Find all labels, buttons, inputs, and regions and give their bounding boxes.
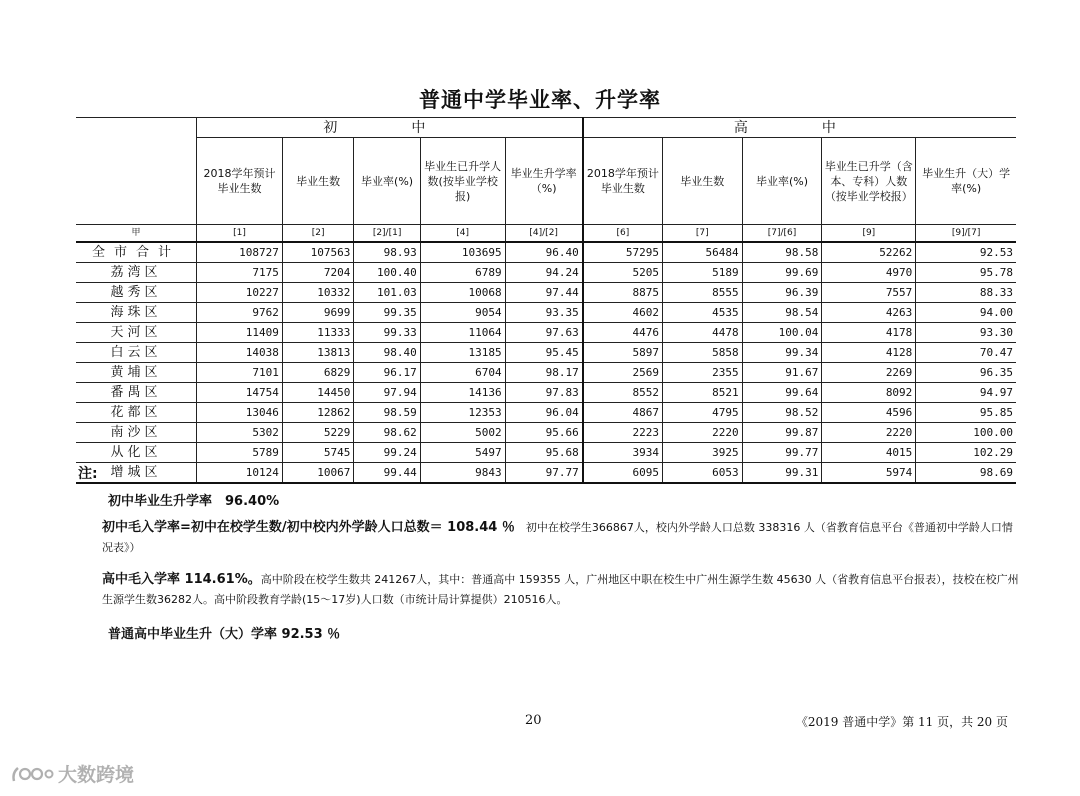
table-cell: 13813 bbox=[282, 343, 354, 363]
table-body bbox=[76, 242, 1016, 483]
table-cell: 5497 bbox=[420, 443, 505, 463]
header-cell: 毕业生数 bbox=[282, 138, 354, 225]
header-cell: 毕业率(%) bbox=[354, 138, 420, 225]
table-cell: 95.66 bbox=[505, 423, 583, 443]
table-cell: 97.44 bbox=[505, 283, 583, 303]
table-row bbox=[76, 363, 1016, 383]
watermark bbox=[10, 760, 134, 787]
table-cell: 5897 bbox=[583, 343, 663, 363]
table-cell: 99.69 bbox=[742, 263, 822, 283]
table-cell: 99.77 bbox=[742, 443, 822, 463]
table-cell: 7101 bbox=[197, 363, 283, 383]
index-cell: [6] bbox=[583, 225, 663, 243]
table-cell: 4476 bbox=[583, 323, 663, 343]
header-cell: 2018学年预计毕业生数 bbox=[583, 138, 663, 225]
index-cell: [9] bbox=[822, 225, 916, 243]
graduation-rate-table bbox=[76, 117, 1016, 484]
index-cell: [4]/[2] bbox=[505, 225, 583, 243]
table-cell: 52262 bbox=[822, 242, 916, 263]
table-cell: 99.35 bbox=[354, 303, 420, 323]
watermark-logo-icon bbox=[10, 763, 54, 785]
table-cell: 70.47 bbox=[916, 343, 1016, 363]
table-cell: 9699 bbox=[282, 303, 354, 323]
table-row bbox=[76, 423, 1016, 443]
note-senior-progression-rate: 普通高中毕业生升（大）学率 92.53 ％ bbox=[108, 627, 341, 642]
table-cell: 9054 bbox=[420, 303, 505, 323]
table-cell: 14754 bbox=[197, 383, 283, 403]
table-cell: 99.64 bbox=[742, 383, 822, 403]
table-cell: 4478 bbox=[662, 323, 742, 343]
table-cell: 98.58 bbox=[742, 242, 822, 263]
row-name: 海珠区 bbox=[76, 303, 197, 323]
table-cell: 6095 bbox=[583, 463, 663, 484]
group-senior: 高 中 bbox=[583, 118, 1016, 138]
row-name: 增城区 bbox=[76, 463, 197, 484]
table-cell: 14450 bbox=[282, 383, 354, 403]
table-cell: 95.45 bbox=[505, 343, 583, 363]
index-cell: [7]/[6] bbox=[742, 225, 822, 243]
table-cell: 97.83 bbox=[505, 383, 583, 403]
table-cell: 2223 bbox=[583, 423, 663, 443]
table-cell: 12353 bbox=[420, 403, 505, 423]
table-cell: 99.87 bbox=[742, 423, 822, 443]
table-cell: 91.67 bbox=[742, 363, 822, 383]
column-header-row bbox=[76, 138, 1016, 225]
table-cell: 98.59 bbox=[354, 403, 420, 423]
table-cell: 93.30 bbox=[916, 323, 1016, 343]
table-cell: 94.97 bbox=[916, 383, 1016, 403]
table-cell: 9762 bbox=[197, 303, 283, 323]
table-row bbox=[76, 463, 1016, 484]
table-cell: 6704 bbox=[420, 363, 505, 383]
table-cell: 8875 bbox=[583, 283, 663, 303]
table-cell: 6053 bbox=[662, 463, 742, 484]
table-cell: 100.04 bbox=[742, 323, 822, 343]
header-cell: 毕业生已升学（含本、专科）人数（按毕业学校报） bbox=[822, 138, 916, 225]
row-name: 番禺区 bbox=[76, 383, 197, 403]
table-cell: 100.40 bbox=[354, 263, 420, 283]
page-footer: 《2019 普通中学》第 11 页，共 20 页 bbox=[795, 715, 1008, 729]
table-cell: 3934 bbox=[583, 443, 663, 463]
table-cell: 98.17 bbox=[505, 363, 583, 383]
table-cell: 103695 bbox=[420, 242, 505, 263]
row-name: 全市合计 bbox=[76, 242, 197, 263]
table-cell: 4128 bbox=[822, 343, 916, 363]
table-cell: 96.04 bbox=[505, 403, 583, 423]
table-cell: 6789 bbox=[420, 263, 505, 283]
table-cell: 99.33 bbox=[354, 323, 420, 343]
table-cell: 10067 bbox=[282, 463, 354, 484]
table-cell: 5002 bbox=[420, 423, 505, 443]
table-cell: 5302 bbox=[197, 423, 283, 443]
row-name: 南沙区 bbox=[76, 423, 197, 443]
table-cell: 9843 bbox=[420, 463, 505, 484]
table-cell: 96.39 bbox=[742, 283, 822, 303]
table-row bbox=[76, 343, 1016, 363]
table-cell: 99.24 bbox=[354, 443, 420, 463]
header-cell: 毕业生数 bbox=[662, 138, 742, 225]
table-cell: 5858 bbox=[662, 343, 742, 363]
table-cell: 4795 bbox=[662, 403, 742, 423]
table-cell: 99.31 bbox=[742, 463, 822, 484]
table-cell: 13046 bbox=[197, 403, 283, 423]
group-junior: 初 中 bbox=[197, 118, 583, 138]
table-cell: 6829 bbox=[282, 363, 354, 383]
row-name: 白云区 bbox=[76, 343, 197, 363]
page-title: 普通中学毕业率、升学率 bbox=[419, 88, 661, 112]
table-cell: 100.00 bbox=[916, 423, 1016, 443]
index-cell: [1] bbox=[197, 225, 283, 243]
table-cell: 10124 bbox=[197, 463, 283, 484]
table-cell: 7557 bbox=[822, 283, 916, 303]
table-cell: 96.17 bbox=[354, 363, 420, 383]
table-cell: 8092 bbox=[822, 383, 916, 403]
table-cell: 94.24 bbox=[505, 263, 583, 283]
table-cell: 96.35 bbox=[916, 363, 1016, 383]
table-cell: 10068 bbox=[420, 283, 505, 303]
table-cell: 8521 bbox=[662, 383, 742, 403]
note-junior-gross-enrollment-detail: 初中在校学生366867人，校内外学龄人口总数 338316 人（省教育信息平台《普通初中学龄人口情况表》） bbox=[102, 521, 1013, 554]
table-cell: 108727 bbox=[197, 242, 283, 263]
table-cell: 4602 bbox=[583, 303, 663, 323]
table-cell: 4596 bbox=[822, 403, 916, 423]
group-header-row bbox=[76, 118, 1016, 138]
table-cell: 4535 bbox=[662, 303, 742, 323]
corner-cell bbox=[76, 118, 197, 225]
table-cell: 92.53 bbox=[916, 242, 1016, 263]
notes-label: 注: bbox=[78, 466, 98, 482]
header-cell: 毕业率(%) bbox=[742, 138, 822, 225]
table-cell: 2355 bbox=[662, 363, 742, 383]
table-cell: 98.54 bbox=[742, 303, 822, 323]
index-label: 甲 bbox=[76, 225, 197, 243]
table-row bbox=[76, 403, 1016, 423]
table-cell: 2269 bbox=[822, 363, 916, 383]
table-cell: 12862 bbox=[282, 403, 354, 423]
table-cell: 4970 bbox=[822, 263, 916, 283]
table-row bbox=[76, 263, 1016, 283]
note-junior-gross-enrollment bbox=[102, 518, 1022, 558]
table-cell: 56484 bbox=[662, 242, 742, 263]
table-cell: 14038 bbox=[197, 343, 283, 363]
table-cell: 11333 bbox=[282, 323, 354, 343]
table-cell: 8555 bbox=[662, 283, 742, 303]
table-cell: 4263 bbox=[822, 303, 916, 323]
table-row bbox=[76, 383, 1016, 403]
table-cell: 96.40 bbox=[505, 242, 583, 263]
table-cell: 5789 bbox=[197, 443, 283, 463]
table-cell: 101.03 bbox=[354, 283, 420, 303]
table-cell: 11409 bbox=[197, 323, 283, 343]
table-cell: 5745 bbox=[282, 443, 354, 463]
index-cell: [4] bbox=[420, 225, 505, 243]
row-name: 黄埔区 bbox=[76, 363, 197, 383]
row-name: 花都区 bbox=[76, 403, 197, 423]
table-row bbox=[76, 242, 1016, 263]
table-cell: 5189 bbox=[662, 263, 742, 283]
watermark-text: 大数跨境 bbox=[58, 764, 135, 786]
page-number: 20 bbox=[525, 713, 542, 728]
header-cell: 毕业生升（大）学率(%) bbox=[916, 138, 1016, 225]
table-cell: 97.63 bbox=[505, 323, 583, 343]
table-cell: 95.78 bbox=[916, 263, 1016, 283]
table-cell: 99.34 bbox=[742, 343, 822, 363]
row-name: 越秀区 bbox=[76, 283, 197, 303]
row-name: 荔湾区 bbox=[76, 263, 197, 283]
table-cell: 94.00 bbox=[916, 303, 1016, 323]
table-cell: 97.94 bbox=[354, 383, 420, 403]
table-cell: 98.40 bbox=[354, 343, 420, 363]
table-cell: 4178 bbox=[822, 323, 916, 343]
note-senior-gross-enrollment bbox=[102, 570, 1022, 610]
table-cell: 4015 bbox=[822, 443, 916, 463]
note-junior-gross-enrollment-formula: 初中毛入学率=初中在校学生数/初中校内外学龄人口总数＝ 108.44 ％ bbox=[102, 520, 515, 535]
table-cell: 97.77 bbox=[505, 463, 583, 484]
table-cell: 2569 bbox=[583, 363, 663, 383]
note-senior-gross-enrollment-detail: 高中阶段在校学生数共 241267人，其中：普通高中 159355 人，广州地区中职在校生中广州生源学生数 45630 人（省教育信息平台报表），技校在校广州生源学生数36282人。高中阶段教育学龄(15～17岁)人口数（市统计局计算提供）210516人。 bbox=[102, 573, 1019, 606]
table-cell: 99.44 bbox=[354, 463, 420, 484]
table-cell: 5205 bbox=[583, 263, 663, 283]
table-cell: 102.29 bbox=[916, 443, 1016, 463]
table-cell: 107563 bbox=[282, 242, 354, 263]
table-cell: 98.69 bbox=[916, 463, 1016, 484]
table-cell: 8552 bbox=[583, 383, 663, 403]
table-cell: 11064 bbox=[420, 323, 505, 343]
note-senior-gross-enrollment-rate: 高中毛入学率 114.61%。 bbox=[102, 572, 261, 587]
header-cell: 毕业生已升学人数(按毕业学校报) bbox=[420, 138, 505, 225]
table-cell: 10332 bbox=[282, 283, 354, 303]
index-cell: [2] bbox=[282, 225, 354, 243]
table-cell: 10227 bbox=[197, 283, 283, 303]
table-row bbox=[76, 443, 1016, 463]
table-cell: 13185 bbox=[420, 343, 505, 363]
index-cell: [7] bbox=[662, 225, 742, 243]
table-row bbox=[76, 303, 1016, 323]
table-cell: 5229 bbox=[282, 423, 354, 443]
table-cell: 93.35 bbox=[505, 303, 583, 323]
table-cell: 4867 bbox=[583, 403, 663, 423]
table-cell: 98.93 bbox=[354, 242, 420, 263]
table-cell: 98.62 bbox=[354, 423, 420, 443]
row-name: 天河区 bbox=[76, 323, 197, 343]
note-junior-progression-rate: 初中毕业生升学率 96.40% bbox=[108, 494, 280, 509]
table-cell: 2220 bbox=[662, 423, 742, 443]
header-cell: 毕业生升学率（%) bbox=[505, 138, 583, 225]
table-cell: 98.52 bbox=[742, 403, 822, 423]
row-name: 从化区 bbox=[76, 443, 197, 463]
table-cell: 57295 bbox=[583, 242, 663, 263]
table-row bbox=[76, 283, 1016, 303]
index-cell: [9]/[7] bbox=[916, 225, 1016, 243]
index-cell: [2]/[1] bbox=[354, 225, 420, 243]
table-row bbox=[76, 323, 1016, 343]
table-cell: 95.68 bbox=[505, 443, 583, 463]
header-cell: 2018学年预计毕业生数 bbox=[197, 138, 283, 225]
table-cell: 2220 bbox=[822, 423, 916, 443]
table-cell: 5974 bbox=[822, 463, 916, 484]
table-cell: 7204 bbox=[282, 263, 354, 283]
table-cell: 95.85 bbox=[916, 403, 1016, 423]
table-cell: 3925 bbox=[662, 443, 742, 463]
index-row bbox=[76, 225, 1016, 243]
table-cell: 7175 bbox=[197, 263, 283, 283]
table-cell: 14136 bbox=[420, 383, 505, 403]
table-cell: 88.33 bbox=[916, 283, 1016, 303]
